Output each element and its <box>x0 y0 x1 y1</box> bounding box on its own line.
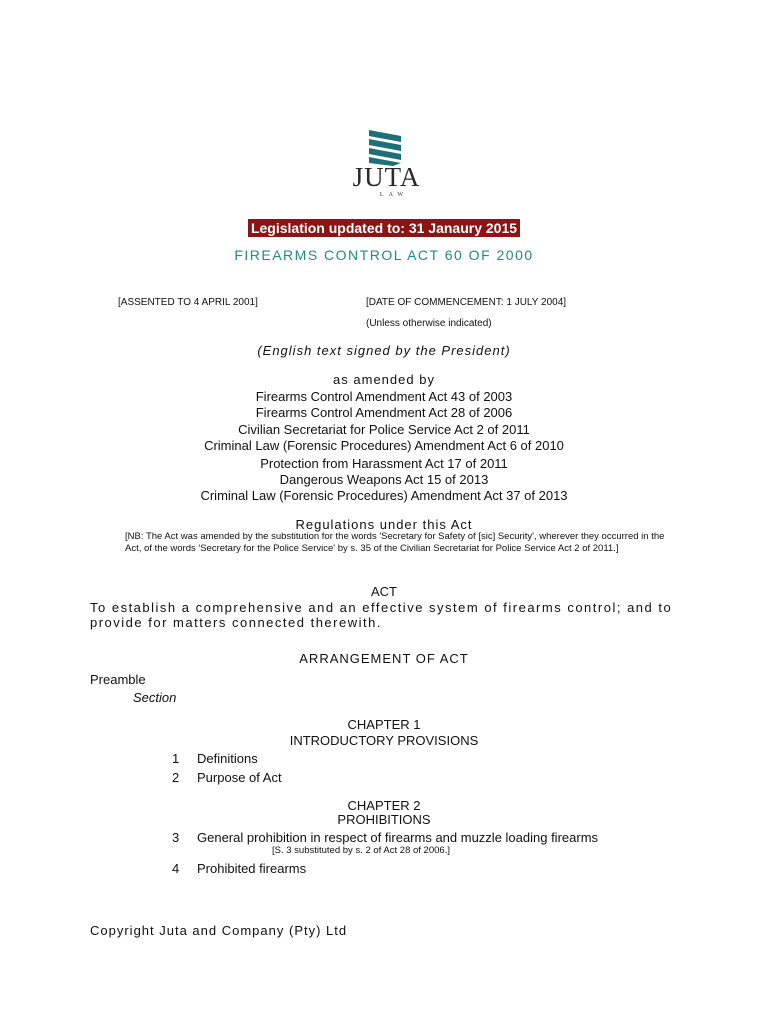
amendment-item: Dangerous Weapons Act 15 of 2013 <box>279 472 489 487</box>
commencement-date: [DATE OF COMMENCEMENT: 1 JULY 2004] <box>366 297 567 308</box>
chapter-number: CHAPTER 1 <box>347 717 421 732</box>
section-number: 2 <box>172 770 180 785</box>
assented-date: [ASSENTED TO 4 APRIL 2001] <box>118 297 258 308</box>
amendment-item: Criminal Law (Forensic Procedures) Amendment Act 6 of 2010 <box>204 438 564 453</box>
nb-note: [NB: The Act was amended by the substitution for the words 'Secretary for Safety of [sic] Security', wherever they occurred in the Act, of the words 'Secretary for the Police Service' by s. 35 of the Civilian Secretariat for Police Service Act 2 of 2011.] <box>125 531 665 554</box>
long-title: To establish a comprehensive and an effective system of firearms control; and to provide for matters connected therewith. <box>90 600 673 630</box>
section-link[interactable]: Prohibited firearms <box>197 861 307 876</box>
amendment-item: Criminal Law (Forensic Procedures) Amendment Act 37 of 2013 <box>200 488 568 503</box>
logo-word: JUTA <box>352 162 421 192</box>
section-number: 4 <box>172 861 180 876</box>
amendment-item: Firearms Control Amendment Act 28 of 2006 <box>255 405 513 420</box>
amended-heading: as amended by <box>333 372 435 387</box>
section-note: [S. 3 substituted by s. 2 of Act 28 of 2006.] <box>272 845 450 856</box>
updated-banner: Legislation updated to: 31 Janaury 2015 <box>248 219 520 237</box>
section-link[interactable]: General prohibition in respect of firearms and muzzle loading firearms <box>197 830 599 845</box>
commencement-note: (Unless otherwise indicated) <box>366 318 492 329</box>
preamble-link[interactable]: Preamble <box>90 672 146 687</box>
english-text-note: (English text signed by the President) <box>257 343 511 358</box>
section-number: 3 <box>172 830 180 845</box>
arrangement-heading: ARRANGEMENT OF ACT <box>299 651 469 666</box>
section-label: Section <box>133 690 177 705</box>
amendment-item: Firearms Control Amendment Act 43 of 2003 <box>255 389 513 404</box>
section-link[interactable]: Purpose of Act <box>197 770 282 785</box>
amendment-item: Civilian Secretariat for Police Service Act 2 of 2011 <box>238 422 530 437</box>
logo-sub: LAW <box>379 192 409 198</box>
chapter-title: INTRODUCTORY PROVISIONS <box>289 733 479 748</box>
copyright-footer: Copyright Juta and Company (Pty) Ltd <box>90 923 348 938</box>
act-title: FIREARMS CONTROL ACT 60 OF 2000 <box>234 247 534 263</box>
act-heading: ACT <box>371 584 397 599</box>
chapter-number: CHAPTER 2 <box>347 798 421 813</box>
regulations-heading: Regulations under this Act <box>295 517 473 532</box>
section-number: 1 <box>172 751 180 766</box>
amendment-item: Protection from Harassment Act 17 of 2011 <box>260 456 508 471</box>
chapter-title: PROHIBITIONS <box>337 812 431 827</box>
section-link[interactable]: Definitions <box>197 751 258 766</box>
